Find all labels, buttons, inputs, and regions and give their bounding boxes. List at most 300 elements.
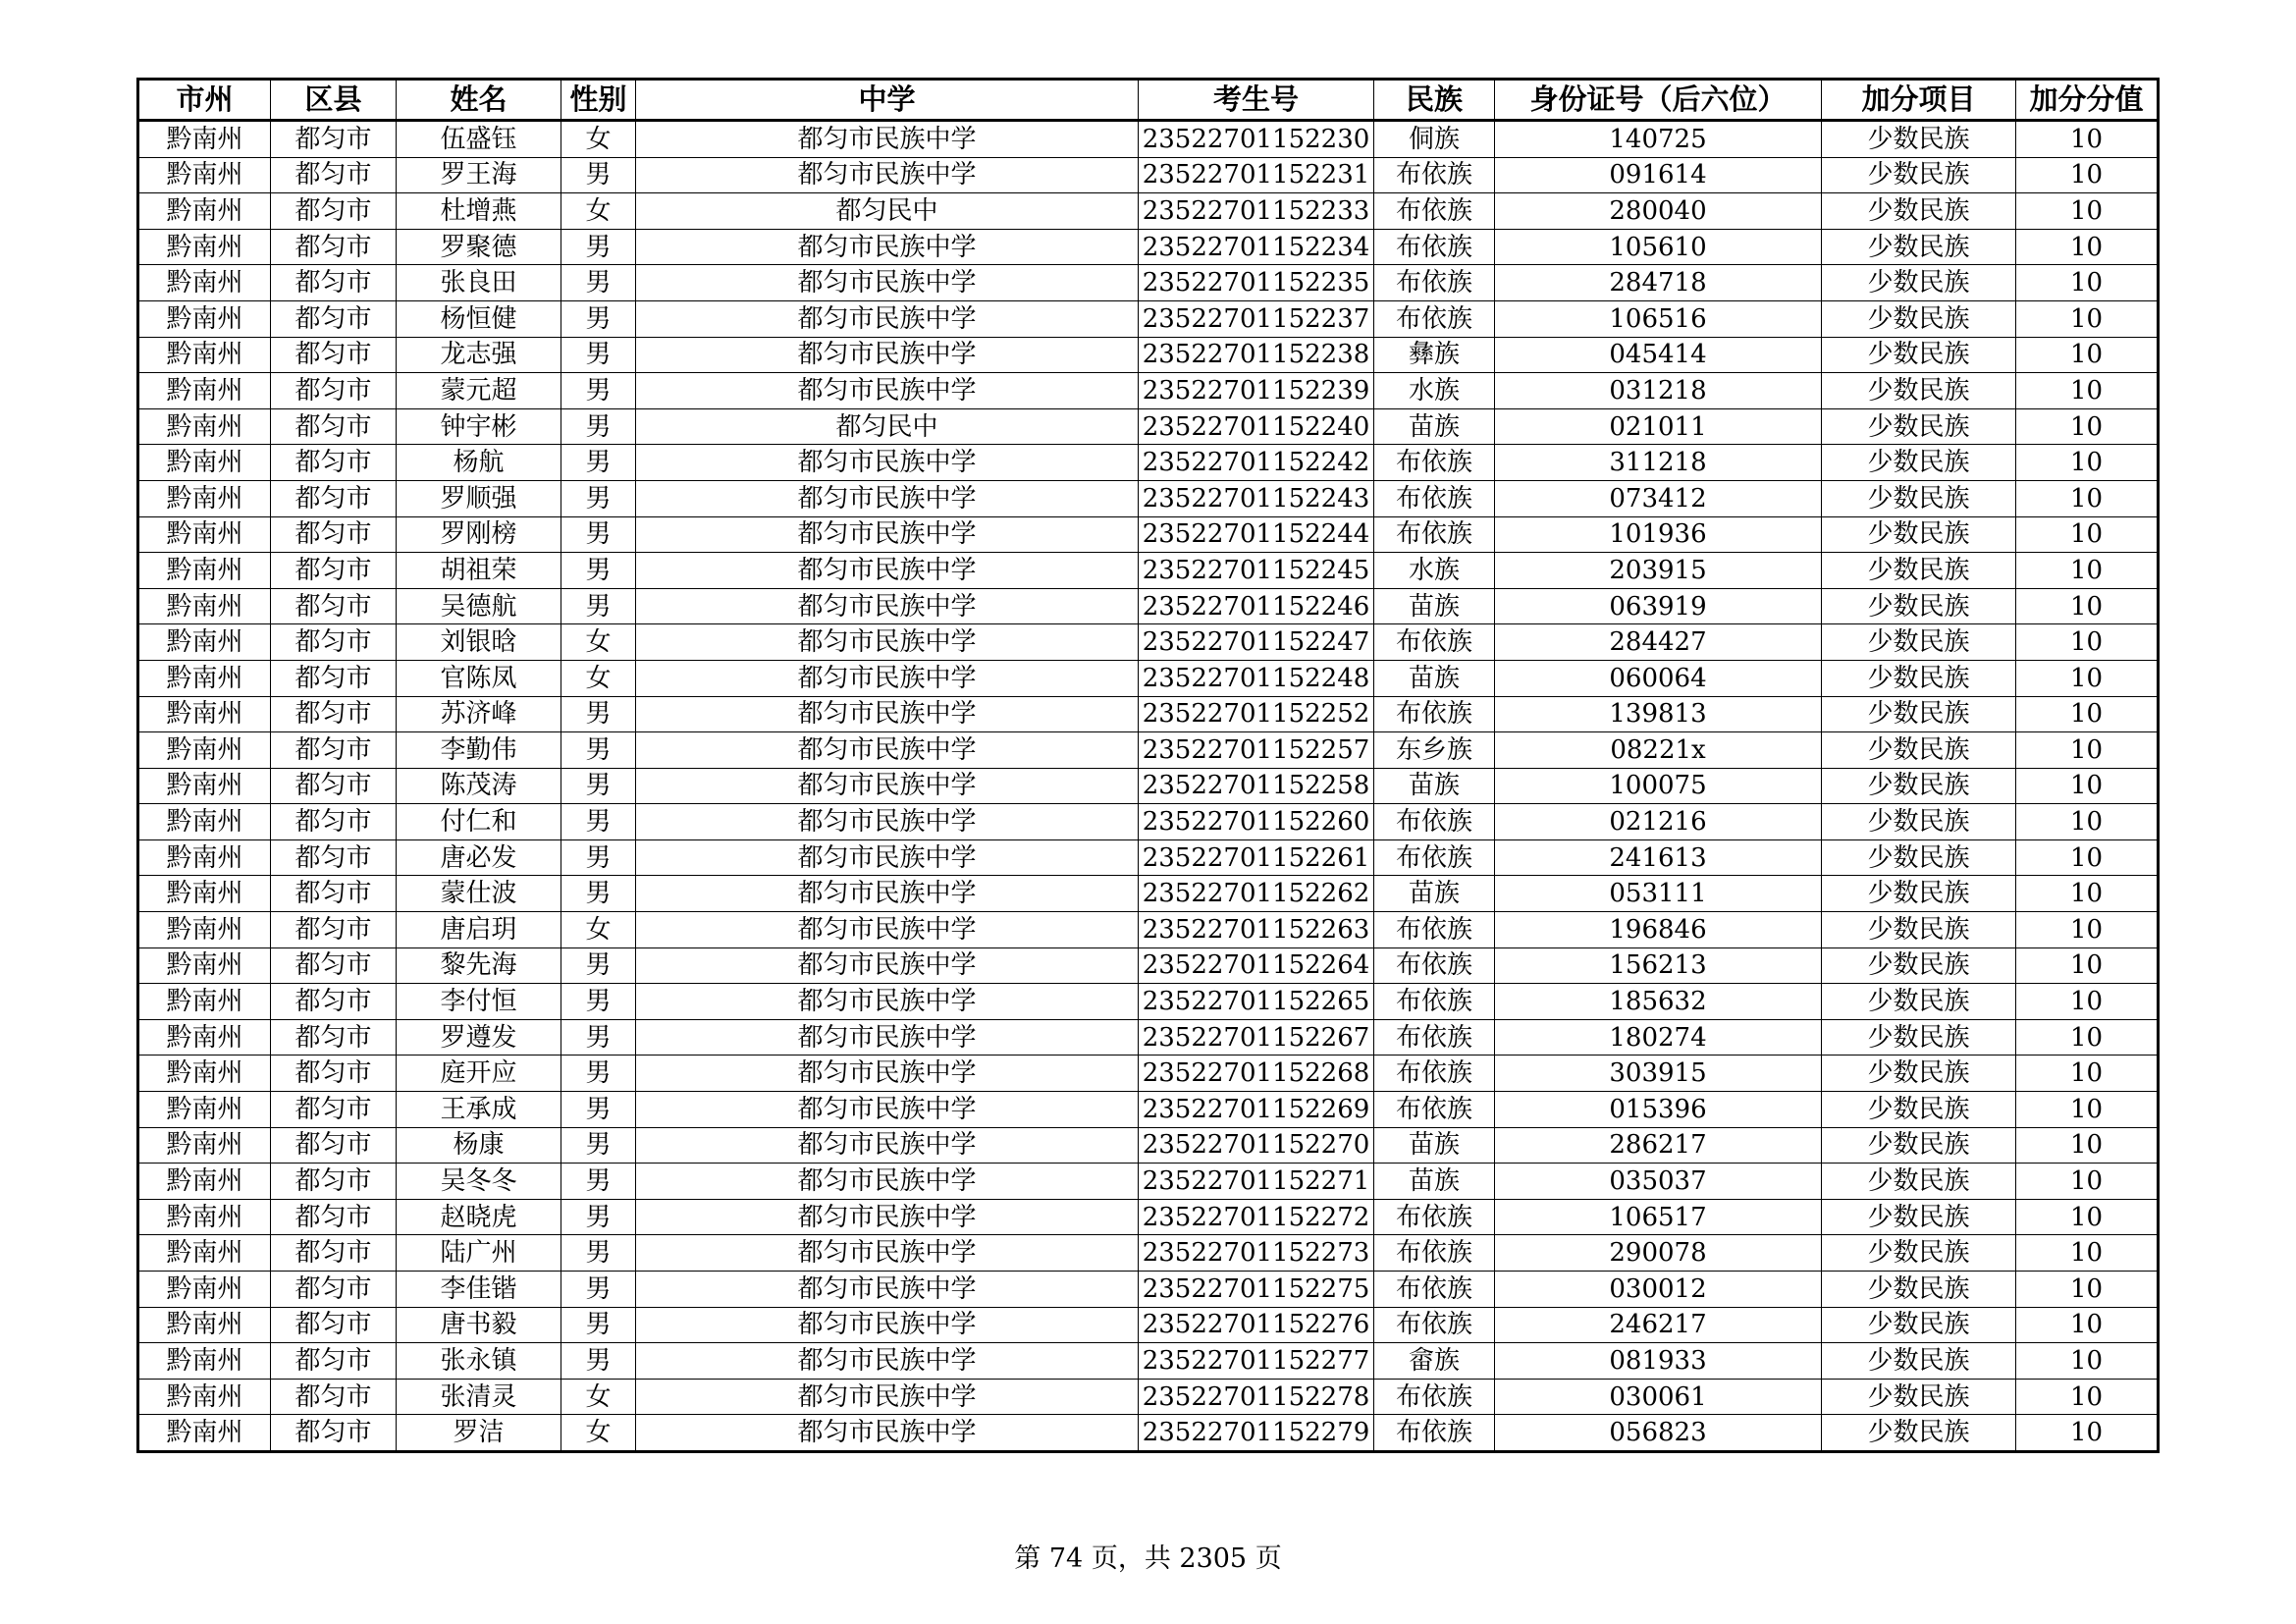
cell-bonus-points: 10 xyxy=(2016,768,2159,804)
table-row xyxy=(138,193,2159,230)
cell-exam-number: 23522701152268 xyxy=(1139,1056,1374,1092)
table-row xyxy=(138,1379,2159,1415)
cell-school: 都匀市民族中学 xyxy=(636,121,1139,158)
cell-ethnicity: 水族 xyxy=(1374,553,1495,589)
cell-gender: 女 xyxy=(561,660,636,696)
cell-exam-number: 23522701152279 xyxy=(1139,1415,1374,1452)
table-row xyxy=(138,1019,2159,1056)
cell-id-suffix: 030061 xyxy=(1495,1379,1822,1415)
cell-city: 黔南州 xyxy=(138,588,271,624)
cell-id-suffix: 180274 xyxy=(1495,1019,1822,1056)
cell-id-suffix: 290078 xyxy=(1495,1235,1822,1272)
cell-gender: 男 xyxy=(561,1307,636,1343)
cell-school: 都匀市民族中学 xyxy=(636,588,1139,624)
cell-city: 黔南州 xyxy=(138,193,271,230)
cell-name: 杜增燕 xyxy=(397,193,561,230)
cell-id-suffix: 101936 xyxy=(1495,516,1822,553)
cell-gender: 男 xyxy=(561,696,636,732)
cell-district: 都匀市 xyxy=(271,696,397,732)
cell-ethnicity: 布依族 xyxy=(1374,516,1495,553)
cell-exam-number: 23522701152271 xyxy=(1139,1164,1374,1200)
cell-exam-number: 23522701152267 xyxy=(1139,1019,1374,1056)
cell-city: 黔南州 xyxy=(138,1019,271,1056)
cell-district: 都匀市 xyxy=(271,229,397,265)
cell-name: 杨航 xyxy=(397,445,561,481)
cell-name: 唐书毅 xyxy=(397,1307,561,1343)
cell-ethnicity: 布依族 xyxy=(1374,804,1495,840)
cell-bonus-item: 少数民族 xyxy=(1822,1199,2016,1235)
cell-city: 黔南州 xyxy=(138,696,271,732)
cell-id-suffix: 056823 xyxy=(1495,1415,1822,1452)
cell-name: 罗遵发 xyxy=(397,1019,561,1056)
cell-district: 都匀市 xyxy=(271,553,397,589)
cell-gender: 男 xyxy=(561,1199,636,1235)
cell-bonus-item: 少数民族 xyxy=(1822,265,2016,301)
cell-ethnicity: 布依族 xyxy=(1374,912,1495,948)
cell-bonus-item: 少数民族 xyxy=(1822,1379,2016,1415)
cell-exam-number: 23522701152233 xyxy=(1139,193,1374,230)
cell-ethnicity: 苗族 xyxy=(1374,1164,1495,1200)
table-row xyxy=(138,1307,2159,1343)
cell-id-suffix: 303915 xyxy=(1495,1056,1822,1092)
cell-name: 张清灵 xyxy=(397,1379,561,1415)
cell-bonus-item: 少数民族 xyxy=(1822,1092,2016,1128)
cell-school: 都匀市民族中学 xyxy=(636,1199,1139,1235)
cell-exam-number: 23522701152275 xyxy=(1139,1272,1374,1308)
cell-ethnicity: 布依族 xyxy=(1374,445,1495,481)
cell-name: 蒙元超 xyxy=(397,373,561,409)
cell-id-suffix: 106517 xyxy=(1495,1199,1822,1235)
cell-gender: 女 xyxy=(561,193,636,230)
cell-district: 都匀市 xyxy=(271,1092,397,1128)
cell-school: 都匀市民族中学 xyxy=(636,1307,1139,1343)
cell-city: 黔南州 xyxy=(138,1307,271,1343)
cell-exam-number: 23522701152263 xyxy=(1139,912,1374,948)
cell-bonus-item: 少数民族 xyxy=(1822,768,2016,804)
cell-bonus-points: 10 xyxy=(2016,516,2159,553)
cell-bonus-item: 少数民族 xyxy=(1822,445,2016,481)
cell-bonus-points: 10 xyxy=(2016,121,2159,158)
cell-ethnicity: 苗族 xyxy=(1374,588,1495,624)
table-row xyxy=(138,804,2159,840)
cell-bonus-points: 10 xyxy=(2016,480,2159,516)
cell-school: 都匀市民族中学 xyxy=(636,1019,1139,1056)
cell-school: 都匀市民族中学 xyxy=(636,516,1139,553)
cell-school: 都匀市民族中学 xyxy=(636,553,1139,589)
cell-school: 都匀市民族中学 xyxy=(636,804,1139,840)
cell-school: 都匀市民族中学 xyxy=(636,337,1139,373)
cell-ethnicity: 布依族 xyxy=(1374,1235,1495,1272)
cell-bonus-points: 10 xyxy=(2016,984,2159,1020)
cell-ethnicity: 布依族 xyxy=(1374,1307,1495,1343)
cell-gender: 男 xyxy=(561,445,636,481)
table-row xyxy=(138,229,2159,265)
cell-ethnicity: 苗族 xyxy=(1374,876,1495,912)
cell-bonus-item: 少数民族 xyxy=(1822,912,2016,948)
cell-bonus-points: 10 xyxy=(2016,912,2159,948)
cell-city: 黔南州 xyxy=(138,300,271,337)
cell-bonus-item: 少数民族 xyxy=(1822,1307,2016,1343)
cell-gender: 男 xyxy=(561,337,636,373)
cell-ethnicity: 布依族 xyxy=(1374,1379,1495,1415)
cell-exam-number: 23522701152260 xyxy=(1139,804,1374,840)
cell-school: 都匀市民族中学 xyxy=(636,839,1139,876)
cell-bonus-item: 少数民族 xyxy=(1822,193,2016,230)
cell-exam-number: 23522701152247 xyxy=(1139,624,1374,661)
cell-bonus-points: 10 xyxy=(2016,624,2159,661)
cell-exam-number: 23522701152231 xyxy=(1139,157,1374,193)
cell-bonus-points: 10 xyxy=(2016,660,2159,696)
cell-district: 都匀市 xyxy=(271,516,397,553)
cell-id-suffix: 156213 xyxy=(1495,947,1822,984)
cell-district: 都匀市 xyxy=(271,732,397,769)
table-row xyxy=(138,553,2159,589)
cell-name: 龙志强 xyxy=(397,337,561,373)
cell-ethnicity: 布依族 xyxy=(1374,839,1495,876)
cell-bonus-points: 10 xyxy=(2016,373,2159,409)
cell-bonus-item: 少数民族 xyxy=(1822,732,2016,769)
cell-id-suffix: 063919 xyxy=(1495,588,1822,624)
page-number-footer: 第 74 页，共 2305 页 xyxy=(1014,1543,1282,1574)
cell-ethnicity: 畲族 xyxy=(1374,1343,1495,1380)
column-header-gender: 性别 xyxy=(561,80,636,121)
roster-body xyxy=(138,121,2159,1452)
cell-city: 黔南州 xyxy=(138,121,271,158)
cell-school: 都匀市民族中学 xyxy=(636,1415,1139,1452)
cell-exam-number: 23522701152273 xyxy=(1139,1235,1374,1272)
table-row xyxy=(138,768,2159,804)
cell-gender: 男 xyxy=(561,1127,636,1164)
cell-school: 都匀市民族中学 xyxy=(636,696,1139,732)
cell-id-suffix: 196846 xyxy=(1495,912,1822,948)
cell-id-suffix: 241613 xyxy=(1495,839,1822,876)
cell-district: 都匀市 xyxy=(271,265,397,301)
cell-city: 黔南州 xyxy=(138,624,271,661)
roster-table xyxy=(136,78,2160,1453)
cell-school: 都匀市民族中学 xyxy=(636,984,1139,1020)
cell-id-suffix: 045414 xyxy=(1495,337,1822,373)
cell-city: 黔南州 xyxy=(138,947,271,984)
table-header-row xyxy=(138,80,2159,121)
cell-school: 都匀市民族中学 xyxy=(636,1164,1139,1200)
cell-exam-number: 23522701152270 xyxy=(1139,1127,1374,1164)
column-header-exam-number: 考生号 xyxy=(1139,80,1374,121)
cell-gender: 男 xyxy=(561,516,636,553)
cell-bonus-points: 10 xyxy=(2016,1272,2159,1308)
cell-id-suffix: 035037 xyxy=(1495,1164,1822,1200)
cell-district: 都匀市 xyxy=(271,1199,397,1235)
cell-school: 都匀市民族中学 xyxy=(636,373,1139,409)
cell-gender: 男 xyxy=(561,876,636,912)
column-header-ethnicity: 民族 xyxy=(1374,80,1495,121)
cell-gender: 男 xyxy=(561,1235,636,1272)
cell-ethnicity: 苗族 xyxy=(1374,1127,1495,1164)
cell-bonus-points: 10 xyxy=(2016,804,2159,840)
cell-district: 都匀市 xyxy=(271,768,397,804)
cell-ethnicity: 东乡族 xyxy=(1374,732,1495,769)
cell-name: 张良田 xyxy=(397,265,561,301)
cell-school: 都匀市民族中学 xyxy=(636,445,1139,481)
cell-exam-number: 23522701152264 xyxy=(1139,947,1374,984)
cell-exam-number: 23522701152257 xyxy=(1139,732,1374,769)
table-row xyxy=(138,947,2159,984)
cell-city: 黔南州 xyxy=(138,912,271,948)
cell-gender: 女 xyxy=(561,121,636,158)
cell-ethnicity: 布依族 xyxy=(1374,947,1495,984)
cell-ethnicity: 布依族 xyxy=(1374,229,1495,265)
cell-exam-number: 23522701152235 xyxy=(1139,265,1374,301)
cell-city: 黔南州 xyxy=(138,1235,271,1272)
cell-district: 都匀市 xyxy=(271,1272,397,1308)
cell-name: 陈茂涛 xyxy=(397,768,561,804)
cell-school: 都匀市民族中学 xyxy=(636,1056,1139,1092)
table-row xyxy=(138,157,2159,193)
cell-ethnicity: 布依族 xyxy=(1374,157,1495,193)
cell-name: 李付恒 xyxy=(397,984,561,1020)
cell-district: 都匀市 xyxy=(271,588,397,624)
cell-exam-number: 23522701152243 xyxy=(1139,480,1374,516)
cell-ethnicity: 布依族 xyxy=(1374,193,1495,230)
cell-city: 黔南州 xyxy=(138,229,271,265)
column-header-bonus-points: 加分分值 xyxy=(2016,80,2159,121)
cell-id-suffix: 284427 xyxy=(1495,624,1822,661)
cell-bonus-item: 少数民族 xyxy=(1822,373,2016,409)
cell-district: 都匀市 xyxy=(271,300,397,337)
table-row xyxy=(138,660,2159,696)
cell-gender: 男 xyxy=(561,1019,636,1056)
cell-name: 唐必发 xyxy=(397,839,561,876)
cell-exam-number: 23522701152242 xyxy=(1139,445,1374,481)
cell-gender: 女 xyxy=(561,1415,636,1452)
table-row xyxy=(138,588,2159,624)
cell-district: 都匀市 xyxy=(271,912,397,948)
cell-bonus-item: 少数民族 xyxy=(1822,804,2016,840)
cell-bonus-item: 少数民族 xyxy=(1822,1019,2016,1056)
column-header-bonus-item: 加分项目 xyxy=(1822,80,2016,121)
cell-bonus-item: 少数民族 xyxy=(1822,229,2016,265)
cell-city: 黔南州 xyxy=(138,1199,271,1235)
cell-bonus-item: 少数民族 xyxy=(1822,300,2016,337)
cell-district: 都匀市 xyxy=(271,984,397,1020)
cell-bonus-item: 少数民族 xyxy=(1822,696,2016,732)
cell-bonus-points: 10 xyxy=(2016,1199,2159,1235)
table-row xyxy=(138,1235,2159,1272)
cell-name: 唐启玥 xyxy=(397,912,561,948)
cell-school: 都匀市民族中学 xyxy=(636,876,1139,912)
cell-city: 黔南州 xyxy=(138,1164,271,1200)
cell-bonus-points: 10 xyxy=(2016,1056,2159,1092)
cell-city: 黔南州 xyxy=(138,1092,271,1128)
cell-school: 都匀市民族中学 xyxy=(636,1235,1139,1272)
cell-bonus-points: 10 xyxy=(2016,408,2159,445)
cell-exam-number: 23522701152237 xyxy=(1139,300,1374,337)
cell-school: 都匀市民族中学 xyxy=(636,660,1139,696)
cell-bonus-item: 少数民族 xyxy=(1822,1272,2016,1308)
cell-school: 都匀市民族中学 xyxy=(636,947,1139,984)
cell-name: 张永镇 xyxy=(397,1343,561,1380)
cell-bonus-points: 10 xyxy=(2016,1127,2159,1164)
cell-exam-number: 23522701152277 xyxy=(1139,1343,1374,1380)
table-row xyxy=(138,839,2159,876)
cell-gender: 女 xyxy=(561,1379,636,1415)
cell-name: 罗顺强 xyxy=(397,480,561,516)
cell-district: 都匀市 xyxy=(271,804,397,840)
table-row xyxy=(138,1092,2159,1128)
cell-id-suffix: 100075 xyxy=(1495,768,1822,804)
cell-city: 黔南州 xyxy=(138,1056,271,1092)
cell-exam-number: 23522701152252 xyxy=(1139,696,1374,732)
cell-bonus-points: 10 xyxy=(2016,1092,2159,1128)
cell-name: 王承成 xyxy=(397,1092,561,1128)
cell-gender: 男 xyxy=(561,984,636,1020)
cell-exam-number: 23522701152230 xyxy=(1139,121,1374,158)
table-row xyxy=(138,984,2159,1020)
cell-ethnicity: 苗族 xyxy=(1374,768,1495,804)
cell-bonus-points: 10 xyxy=(2016,839,2159,876)
cell-bonus-item: 少数民族 xyxy=(1822,337,2016,373)
cell-bonus-item: 少数民族 xyxy=(1822,660,2016,696)
cell-bonus-points: 10 xyxy=(2016,588,2159,624)
cell-city: 黔南州 xyxy=(138,1379,271,1415)
cell-ethnicity: 布依族 xyxy=(1374,1056,1495,1092)
cell-ethnicity: 布依族 xyxy=(1374,696,1495,732)
cell-name: 刘银晗 xyxy=(397,624,561,661)
cell-gender: 男 xyxy=(561,373,636,409)
table-row xyxy=(138,876,2159,912)
cell-bonus-points: 10 xyxy=(2016,732,2159,769)
cell-exam-number: 23522701152239 xyxy=(1139,373,1374,409)
cell-bonus-item: 少数民族 xyxy=(1822,157,2016,193)
cell-gender: 男 xyxy=(561,804,636,840)
cell-bonus-item: 少数民族 xyxy=(1822,1056,2016,1092)
table-row xyxy=(138,1056,2159,1092)
cell-ethnicity: 布依族 xyxy=(1374,1092,1495,1128)
cell-gender: 男 xyxy=(561,265,636,301)
cell-school: 都匀市民族中学 xyxy=(636,1272,1139,1308)
table-row xyxy=(138,1343,2159,1380)
cell-city: 黔南州 xyxy=(138,839,271,876)
cell-city: 黔南州 xyxy=(138,1415,271,1452)
cell-city: 黔南州 xyxy=(138,984,271,1020)
cell-id-suffix: 280040 xyxy=(1495,193,1822,230)
cell-city: 黔南州 xyxy=(138,157,271,193)
cell-gender: 男 xyxy=(561,1272,636,1308)
cell-ethnicity: 布依族 xyxy=(1374,265,1495,301)
cell-city: 黔南州 xyxy=(138,408,271,445)
table-row xyxy=(138,445,2159,481)
cell-exam-number: 23522701152269 xyxy=(1139,1092,1374,1128)
cell-gender: 男 xyxy=(561,947,636,984)
cell-bonus-item: 少数民族 xyxy=(1822,516,2016,553)
cell-gender: 男 xyxy=(561,1164,636,1200)
cell-name: 庭开应 xyxy=(397,1056,561,1092)
cell-ethnicity: 布依族 xyxy=(1374,1019,1495,1056)
cell-district: 都匀市 xyxy=(271,1343,397,1380)
cell-gender: 男 xyxy=(561,588,636,624)
cell-city: 黔南州 xyxy=(138,804,271,840)
cell-district: 都匀市 xyxy=(271,1019,397,1056)
column-header-name: 姓名 xyxy=(397,80,561,121)
column-header-district: 区县 xyxy=(271,80,397,121)
cell-district: 都匀市 xyxy=(271,1379,397,1415)
cell-district: 都匀市 xyxy=(271,480,397,516)
cell-id-suffix: 030012 xyxy=(1495,1272,1822,1308)
cell-ethnicity: 布依族 xyxy=(1374,1415,1495,1452)
table-row xyxy=(138,480,2159,516)
cell-name: 罗聚德 xyxy=(397,229,561,265)
cell-district: 都匀市 xyxy=(271,373,397,409)
cell-id-suffix: 021011 xyxy=(1495,408,1822,445)
cell-city: 黔南州 xyxy=(138,516,271,553)
cell-district: 都匀市 xyxy=(271,408,397,445)
cell-gender: 女 xyxy=(561,624,636,661)
table-row xyxy=(138,516,2159,553)
cell-bonus-item: 少数民族 xyxy=(1822,480,2016,516)
cell-exam-number: 23522701152240 xyxy=(1139,408,1374,445)
cell-bonus-item: 少数民族 xyxy=(1822,1164,2016,1200)
cell-school: 都匀市民族中学 xyxy=(636,732,1139,769)
cell-city: 黔南州 xyxy=(138,732,271,769)
cell-bonus-item: 少数民族 xyxy=(1822,876,2016,912)
cell-name: 罗王海 xyxy=(397,157,561,193)
cell-bonus-item: 少数民族 xyxy=(1822,984,2016,1020)
cell-district: 都匀市 xyxy=(271,337,397,373)
cell-id-suffix: 139813 xyxy=(1495,696,1822,732)
cell-id-suffix: 284718 xyxy=(1495,265,1822,301)
cell-id-suffix: 185632 xyxy=(1495,984,1822,1020)
cell-bonus-item: 少数民族 xyxy=(1822,839,2016,876)
cell-gender: 男 xyxy=(561,1343,636,1380)
cell-city: 黔南州 xyxy=(138,445,271,481)
cell-ethnicity: 侗族 xyxy=(1374,121,1495,158)
cell-school: 都匀市民族中学 xyxy=(636,1127,1139,1164)
cell-id-suffix: 081933 xyxy=(1495,1343,1822,1380)
table-row xyxy=(138,121,2159,158)
cell-bonus-points: 10 xyxy=(2016,1343,2159,1380)
cell-city: 黔南州 xyxy=(138,768,271,804)
cell-school: 都匀市民族中学 xyxy=(636,229,1139,265)
cell-exam-number: 23522701152244 xyxy=(1139,516,1374,553)
cell-name: 陆广州 xyxy=(397,1235,561,1272)
cell-school: 都匀市民族中学 xyxy=(636,1092,1139,1128)
cell-ethnicity: 布依族 xyxy=(1374,300,1495,337)
cell-ethnicity: 布依族 xyxy=(1374,480,1495,516)
cell-bonus-points: 10 xyxy=(2016,300,2159,337)
cell-bonus-points: 10 xyxy=(2016,947,2159,984)
cell-name: 罗洁 xyxy=(397,1415,561,1452)
cell-name: 吴冬冬 xyxy=(397,1164,561,1200)
cell-bonus-points: 10 xyxy=(2016,1235,2159,1272)
table-row xyxy=(138,1164,2159,1200)
table-row xyxy=(138,912,2159,948)
cell-bonus-points: 10 xyxy=(2016,445,2159,481)
cell-city: 黔南州 xyxy=(138,1127,271,1164)
cell-exam-number: 23522701152258 xyxy=(1139,768,1374,804)
cell-ethnicity: 苗族 xyxy=(1374,408,1495,445)
cell-school: 都匀市民族中学 xyxy=(636,912,1139,948)
cell-id-suffix: 286217 xyxy=(1495,1127,1822,1164)
cell-gender: 男 xyxy=(561,229,636,265)
cell-school: 都匀民中 xyxy=(636,408,1139,445)
table-row xyxy=(138,337,2159,373)
cell-bonus-points: 10 xyxy=(2016,265,2159,301)
table-row xyxy=(138,300,2159,337)
cell-exam-number: 23522701152272 xyxy=(1139,1199,1374,1235)
cell-bonus-points: 10 xyxy=(2016,1019,2159,1056)
cell-bonus-points: 10 xyxy=(2016,1307,2159,1343)
cell-district: 都匀市 xyxy=(271,1164,397,1200)
cell-gender: 男 xyxy=(561,839,636,876)
